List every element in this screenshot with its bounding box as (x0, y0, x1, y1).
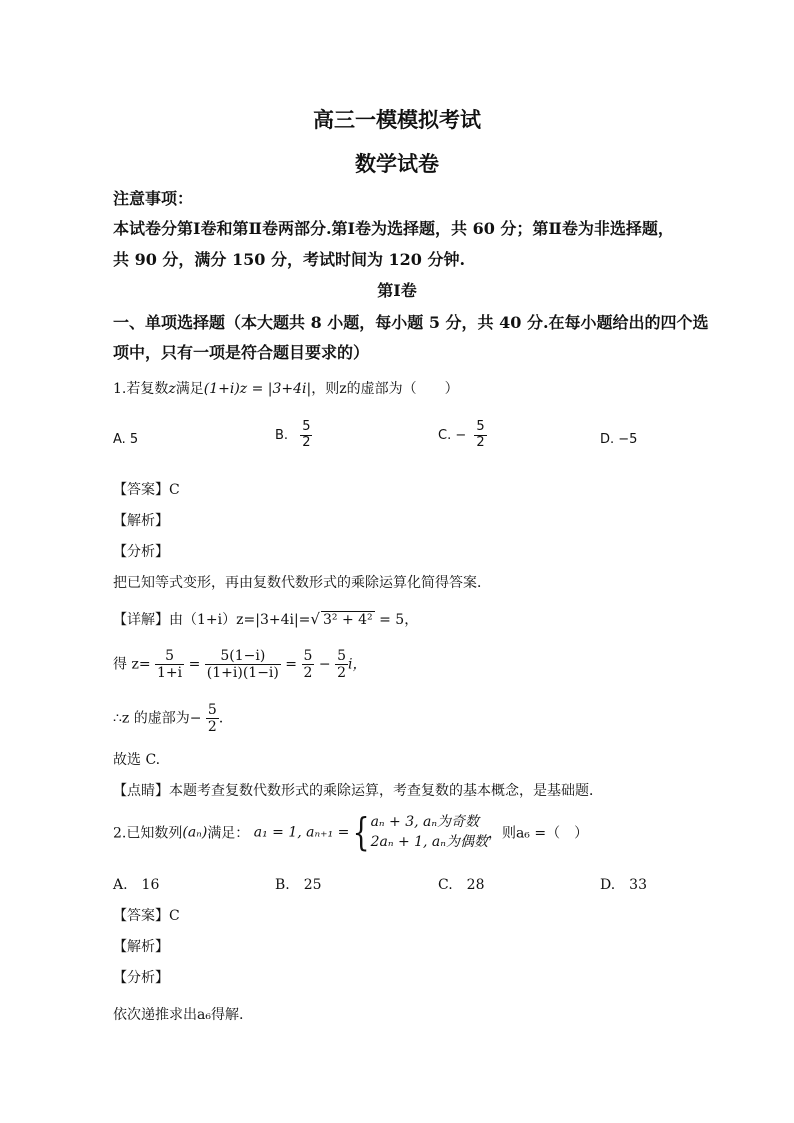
q1-step3 (113, 702, 233, 735)
q1-step2-frac3-num: 5 (303, 648, 313, 664)
q1-step2: 得 z= $\frac{5}{1+i}$ = $\frac{5(1-i)}{(1+i)(1-i)}$ = $\frac{5}{2}$ − $\frac{5}{2}$ i， (113, 648, 367, 682)
q1-option-d: D. −5 (600, 432, 638, 447)
q1-step3-den: 2 (207, 719, 217, 736)
q1-detail-label: 【详解】 (113, 612, 169, 628)
q1-step2-frac4 (335, 648, 348, 681)
notice-line-1: 本试卷分第Ⅰ卷和第Ⅱ卷两部分.第Ⅰ卷为选择题，共 60 分；第Ⅱ卷为非选择题， (113, 219, 674, 238)
q1-detail-sqrt: 3² + 4² (322, 612, 373, 628)
q1-choose: 故选 C. (113, 752, 161, 768)
q1-answer-label: 【答案】 (113, 482, 169, 498)
q1-step3-frac (206, 702, 219, 735)
q1-option-c-den: 2 (476, 434, 485, 450)
part-title: 第Ⅰ卷 (377, 281, 417, 300)
q1-comment (113, 780, 603, 800)
q1-step2-frac3-den: 2 (303, 665, 313, 682)
notice-heading: 注意事项： (113, 189, 194, 208)
q1-option-c-fraction (474, 420, 486, 451)
q1-step2-suffix: i， (347, 656, 367, 673)
q2-answer (113, 905, 180, 925)
q2-answer-label: 【答案】 (113, 908, 169, 924)
q2-stem (113, 812, 588, 853)
q1-step2-frac2-den: (1+i)(1−i) (206, 665, 279, 682)
q2-case-2: 2aₙ + 1, aₙ为偶数 (370, 834, 488, 851)
q1-option-c (438, 420, 487, 451)
section-line-1: 一、单项选择题（本大题共 8 小题，每小题 5 分，共 40 分.在每小题给出的四个选 (113, 313, 709, 332)
section-line-2: 项中，只有一项是符合题目要求的） (113, 343, 370, 362)
q1-step3-prefix: ∴z 的虚部为− (113, 710, 202, 727)
q1-option-c-num: 5 (476, 419, 485, 434)
q1-option-b-fraction (300, 420, 312, 451)
q1-step2-frac1-num: 5 (155, 648, 184, 665)
q2-suffix: ，则a₆ =（ ） (487, 825, 589, 842)
q1-option-b (275, 420, 312, 451)
q1-analysis-label: 【解析】 (113, 513, 169, 529)
q1-option-b-label: B. (275, 427, 289, 443)
q2-option-d: D. 33 (600, 877, 647, 893)
q1-answer-value: C (169, 482, 180, 498)
q2-init: a₁ = 1, aₙ₊₁ = (253, 824, 350, 841)
q1-step2-frac4-den: 2 (337, 665, 346, 682)
q1-option-a: A. 5 (113, 432, 139, 447)
q1-comment-text: 本题考查复数代数形式的乘除运算，考查复数的基本概念，是基础题． (169, 783, 603, 799)
q1-fenxi-text: 把已知等式变形，再由复数代数形式的乘除运算化简得答案． (113, 575, 491, 591)
q1-step2-frac4-num: 5 (337, 648, 346, 664)
q1-option-b-num: 5 (302, 419, 311, 434)
sqrt-icon: √ (310, 610, 320, 628)
q1-step2-frac2 (205, 648, 281, 681)
q1-prefix: 1.若复数 (113, 381, 169, 397)
q1-option-c-label: C. − (438, 427, 467, 443)
q2-answer-value: C (169, 908, 180, 924)
q2-sequence: (aₙ) (182, 824, 208, 841)
q1-step2-frac2-num: 5(1−i) (205, 648, 281, 665)
q2-fenxi-label: 【分析】 (113, 970, 169, 986)
q1-step2-frac1-den: 1+i (157, 665, 183, 682)
page-subtitle: 数学试卷 (355, 151, 439, 176)
q2-analysis-label: 【解析】 (113, 939, 169, 955)
q1-equation: (1+i)z = |3+4i| (203, 381, 312, 397)
q1-detail (113, 609, 418, 629)
q2-prefix: 2.已知数列 (113, 825, 183, 842)
q2-case-1: aₙ + 3, aₙ为奇数 (370, 814, 480, 830)
q2-fenxi-text: 依次递推求出a₆得解. (113, 1007, 244, 1023)
q1-mid: 满足 (175, 381, 204, 397)
q2-option-c: C. 28 (438, 877, 485, 893)
q1-fenxi-label: 【分析】 (113, 544, 169, 560)
q2-option-a: A. 16 (113, 877, 160, 893)
q1-var-z: z (168, 381, 176, 397)
q1-option-b-den: 2 (302, 434, 311, 450)
q1-suffix: ，则z的虚部为（ ） (311, 381, 459, 397)
q1-step3-num: 5 (207, 702, 217, 718)
q1-step2-frac3 (302, 648, 315, 681)
q2-mid: 满足： (207, 825, 250, 842)
page-title: 高三一模模拟考试 (313, 107, 481, 132)
q1-step3-suffix: ． (218, 710, 233, 727)
brace-icon: { (353, 810, 370, 855)
q1-comment-label: 【点睛】 (113, 783, 169, 799)
q1-detail-result: = 5， (379, 612, 419, 628)
notice-line-2: 共 90 分，满分 150 分，考试时间为 120 分钟. (113, 250, 466, 269)
q1-step2-prefix: 得 z= (113, 656, 151, 673)
q1-detail-text: 由（1+i）z=|3+4i|= (169, 612, 311, 628)
q1-answer (113, 479, 180, 499)
q1-step2-frac1 (155, 648, 184, 681)
q2-option-b: B. 25 (275, 877, 322, 893)
q2-cases (371, 812, 488, 853)
q1-stem (113, 378, 459, 398)
